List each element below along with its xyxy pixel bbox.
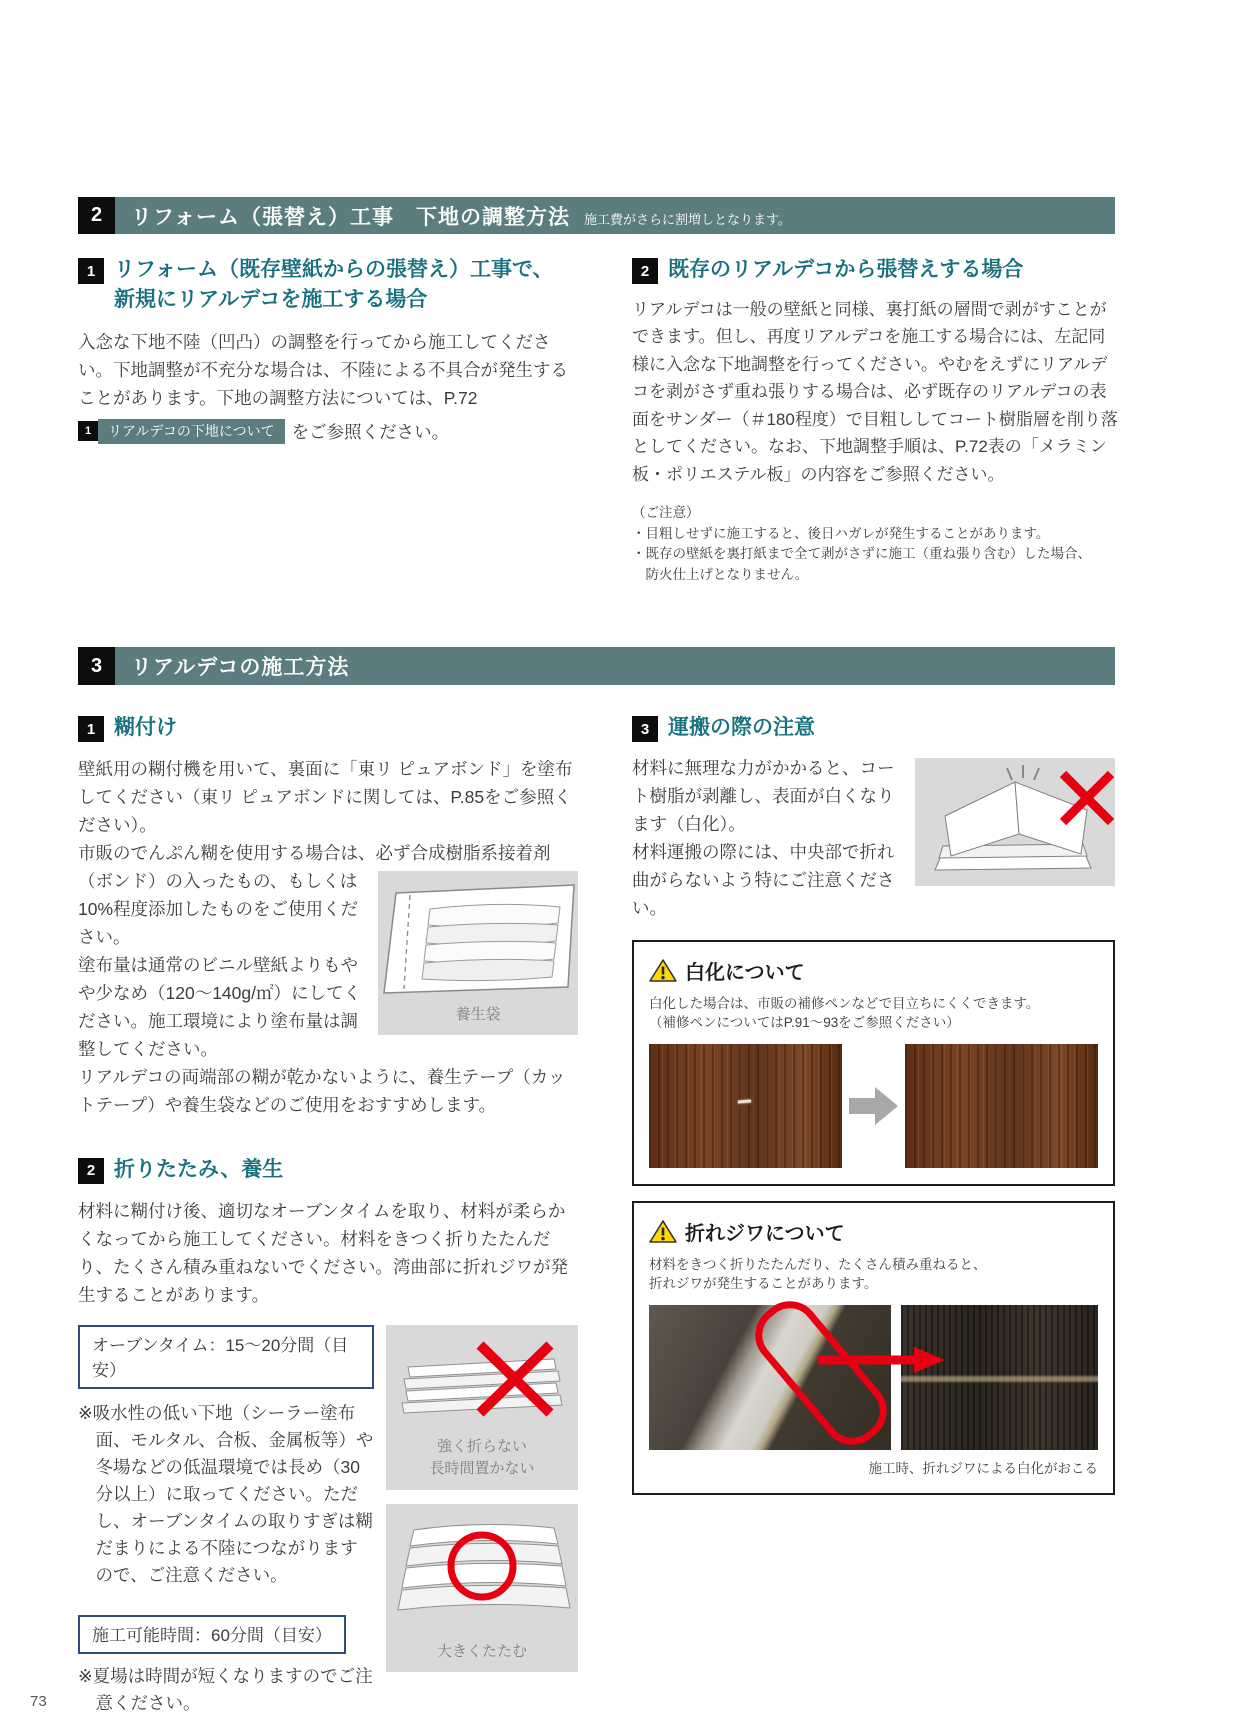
transport-warning-figure xyxy=(915,758,1115,886)
protection-bag-caption: 養生袋 xyxy=(455,1005,501,1023)
work-time-box: 施工可能時間：60分間（目安） xyxy=(78,1615,346,1654)
gluing-para1: 壁紙用の糊付機を用いて、裏面に「東リ ピュアボンド」を塗布してください（東リ ピュアボンドに関しては、P.85をご参照ください）。 xyxy=(78,758,573,835)
red-arrow-right-icon xyxy=(817,1346,947,1374)
whitening-box-title-row xyxy=(649,956,1098,985)
transport-text-block xyxy=(632,754,1115,922)
sub-heading-number-badge: 1 xyxy=(78,716,104,742)
open-time-note: ※吸水性の低い下地（シーラー塗布面、モルタル、合板、金属板等）や冬場などの低温環境では長め（30分以上）に取ってください。ただし、オーブンタイムの取りすぎは糊だまりによる不陸につながりますので、ご注意ください。 xyxy=(78,1402,374,1585)
transport-body2: 材料運搬の際には、中央部で折れ曲がらないよう特にご注意ください。 xyxy=(632,841,895,918)
folding-text-column xyxy=(78,1325,374,1717)
reform-body-text: 入念な下地不陸（凹凸）の調整を行ってから施工してください。下地調整が不充分な場合は、不陸による不具合が発生することがあります。下地の調整方法については、P.72 xyxy=(78,331,568,408)
section2-title: リフォーム（張替え）工事 下地の調整方法 xyxy=(131,205,570,229)
folded-material-in-bag-illustration xyxy=(378,879,578,997)
reference-number-badge: 1 xyxy=(78,421,98,441)
transport-body1: 材料に無理な力がかかると、コート樹脂が剥離し、表面が白くなります（白化）。 xyxy=(632,757,895,834)
whitening-info-box xyxy=(632,940,1115,1186)
caution-note-line: ・既存の壁紙を裏打紙まで全て剥がさずに施工（重ね張り含む）した場合、 xyxy=(632,546,1091,562)
sub-heading-text: 糊付け xyxy=(114,716,177,739)
section2-note: 施工費がさらに割増しとなります。 xyxy=(583,212,791,227)
sub-heading-reform xyxy=(78,255,578,315)
wood-panel-repaired-photo xyxy=(905,1044,1098,1168)
wood-panel-whitened-photo xyxy=(649,1044,842,1168)
sub-heading-number-badge: 3 xyxy=(632,716,658,742)
crease-photo-caption: 施工時、折れジワによる白化がおこる xyxy=(868,1460,1098,1476)
sub-heading-text: 運搬の際の注意 xyxy=(668,716,815,739)
crease-box-title-row xyxy=(649,1217,1098,1246)
gluing-para4: リアルデコの両端部の糊が乾かないように、養生テープ（カットテープ）や養生袋などのご使用をおすすめします。 xyxy=(78,1066,566,1115)
warning-triangle-icon xyxy=(649,958,677,983)
existing-body-text: リアルデコは一般の壁紙と同様、裏打紙の層間で剥がすことができます。但し、再度リアルデコを施工する場合には、左記同様に入念な下地調整を行ってください。やむをえずにリアルデコを剥がさず重ね張りする場合は、必ず既存のリアルデコの表面をサンダー（＃180程度）で目粗ししてコート樹脂層を削り落としてください。なお、下地調整手順は、P.72表の「メラミン板・ポリエステル板」の内容をご参照ください。 xyxy=(632,299,1118,484)
fold-figure1-caption: 強く折らない 長時間置かない xyxy=(429,1437,535,1478)
gluing-para2-rest: （ボンド）の入ったもの、もしくは10%程度添加したものをご使用ください。 xyxy=(78,870,359,947)
caution-notes xyxy=(632,503,1120,585)
sub-heading-gluing xyxy=(78,713,578,743)
arrow-right-icon xyxy=(848,1084,899,1128)
sub-heading-text: 既存のリアルデコから張替えする場合 xyxy=(668,258,1024,281)
section2-number-badge: 2 xyxy=(78,197,115,234)
tight-fold-stack-illustration xyxy=(386,1337,578,1429)
sub-heading-existing xyxy=(632,255,1120,285)
gluing-wrap-block xyxy=(78,867,578,1063)
folding-body-text: 材料に糊付け後、適切なオーブンタイムを取り、材料が柔らかくなってから施工してください。材料をきつく折りたたんだり、たくさん積み重ねないでください。湾曲部に折れジワが発生することがあります。 xyxy=(78,1200,568,1305)
gluing-para2-intro: 市販のでんぷん糊を使用する場合は、必ず合成樹脂系接着剤 xyxy=(78,842,551,863)
caution-notes-title: （ご注意） xyxy=(632,505,700,521)
crease-whitening-photo xyxy=(901,1305,1098,1450)
section2-header-bar xyxy=(78,197,1115,234)
section3-header-bar xyxy=(78,647,1115,685)
whitening-before-after-row xyxy=(649,1044,1098,1168)
do-not-fold-hard-figure xyxy=(386,1325,578,1490)
section3-right-column xyxy=(632,713,1115,1495)
crease-box-desc: 材料をきつく折りたたんだり、たくさん積み重ねると、 折れジワが発生することがあります。 xyxy=(649,1256,987,1291)
caution-note-line: 防火仕上げとなりません。 xyxy=(632,566,809,582)
sub-heading-number-badge: 2 xyxy=(78,1158,104,1184)
whitening-box-title: 白化について xyxy=(685,961,805,984)
page-number: 73 xyxy=(30,1693,47,1710)
reference-tag-row xyxy=(78,419,578,444)
gluing-para3: 塗布量は通常のビニル壁紙よりもやや少なめ（120～140g/㎡）にしてください。施工環境により塗布量は調整してください。 xyxy=(78,954,361,1059)
folding-columns xyxy=(78,1325,578,1717)
work-time-note: ※夏場は時間が短くなりますのでご注意ください。 xyxy=(78,1665,373,1713)
protection-bag-figure xyxy=(378,871,578,1036)
section2-left-column xyxy=(78,255,578,444)
crease-box-title: 折れジワについて xyxy=(685,1222,845,1245)
folded-material-photo xyxy=(649,1305,891,1450)
sub-heading-text: 折りたたみ、養生 xyxy=(114,1157,284,1181)
sub-heading-text: リフォーム（既存壁紙からの張替え）工事で、 新規にリアルデコを施工する場合 xyxy=(114,258,554,311)
loose-fold-stack-illustration xyxy=(386,1516,578,1634)
fold-loosely-figure xyxy=(386,1504,578,1673)
section3-number-badge: 3 xyxy=(78,647,115,685)
sub-heading-number-badge: 1 xyxy=(78,258,104,284)
section2-right-column xyxy=(632,255,1120,585)
reference-tag-label: リアルデコの下地について xyxy=(98,419,285,444)
crease-photos-row xyxy=(649,1305,1098,1450)
caution-note-line: ・目粗しせずに施工すると、後日ハガレが発生することがあります。 xyxy=(632,525,1050,541)
crease-info-box xyxy=(632,1201,1115,1495)
sub-heading-transport xyxy=(632,713,1115,743)
open-time-box: オーブンタイム：15～20分間（目安） xyxy=(78,1325,374,1389)
whitening-box-desc: 白化した場合は、市販の補修ペンなどで目立ちにくくできます。 （補修ペンについてはP.91～93をご参照ください） xyxy=(649,995,1040,1030)
bent-material-illustration xyxy=(915,758,1115,886)
section3-title: リアルデコの施工方法 xyxy=(131,656,350,679)
fold-figure2-caption: 大きくたたむ xyxy=(436,1642,527,1660)
section3-left-column xyxy=(78,713,578,1717)
prohibit-x-icon xyxy=(1063,774,1111,822)
warning-triangle-icon xyxy=(649,1219,677,1244)
sub-heading-number-badge: 2 xyxy=(632,258,658,284)
sub-heading-folding xyxy=(78,1155,578,1185)
whitened-spot-mark xyxy=(738,1099,751,1103)
folding-figure-column xyxy=(386,1325,578,1717)
reference-suffix-text: をご参照ください。 xyxy=(291,421,450,442)
folding-section xyxy=(78,1155,578,1717)
